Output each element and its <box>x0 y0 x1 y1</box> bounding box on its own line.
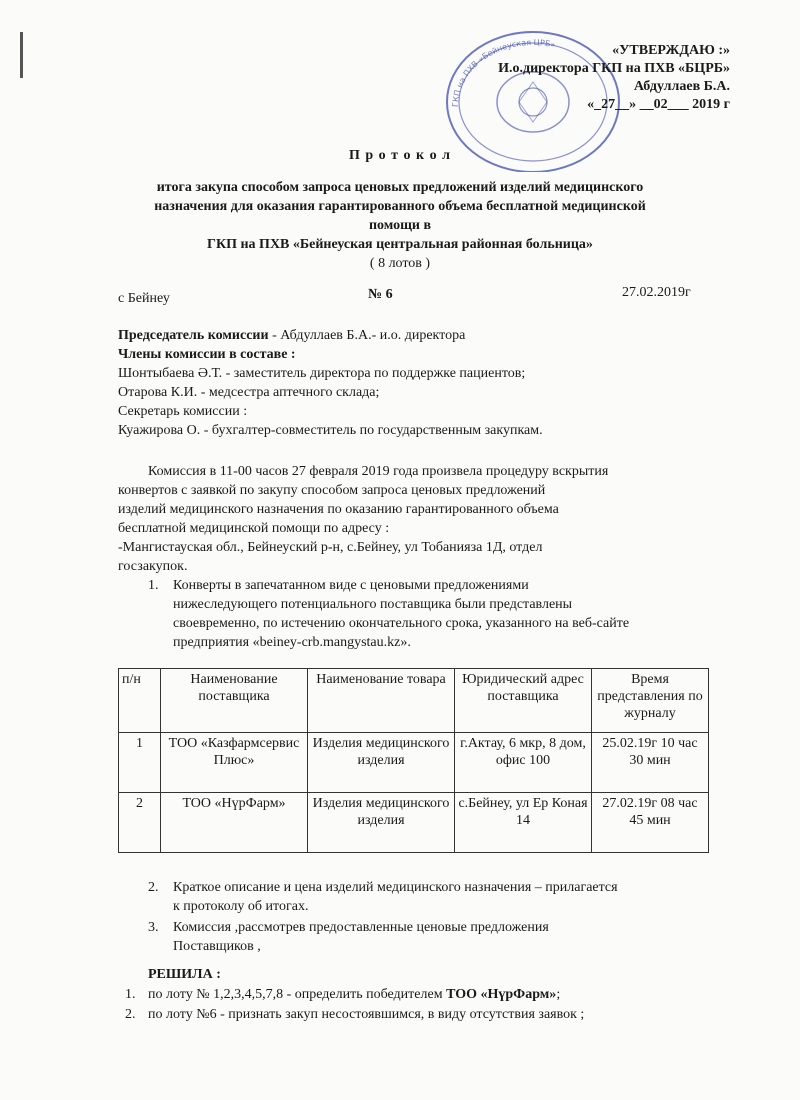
stamp-text: ГКП на ПХВ «Бейнеуская ЦРБ» <box>450 37 557 108</box>
item-3-number: 3. <box>148 920 159 935</box>
intro-line-5: -Мангистауская обл., Бейнеуский р-н, с.Бейнеу, ул Тобанияза 1Д, отдел <box>118 540 543 555</box>
commission-block <box>118 326 758 440</box>
intro-paragraph <box>118 462 740 576</box>
protocol-number: № 6 <box>368 287 393 302</box>
intro-line-6: госзакупок. <box>118 559 188 574</box>
decision-label: РЕШИЛА : <box>148 967 221 982</box>
item-3-line-1: Комиссия ,рассмотрев предоставленные ценовые предложения <box>173 920 549 935</box>
approval-block <box>498 42 730 114</box>
col-header-supplier: Наименование поставщика <box>161 669 308 733</box>
col-header-time: Время представления по журналу <box>592 669 709 733</box>
subtitle-line-5: ( 8 лотов ) <box>369 256 431 271</box>
subtitle-line-1: итога закупа способом запроса ценовых предложений изделий медицинского <box>156 180 644 195</box>
chair-value: - Абдуллаев Б.А.- и.о. директора <box>268 328 466 343</box>
item-1-number: 1. <box>148 578 159 593</box>
item-1-line-4: предприятия «beiney-crb.mangystau.kz». <box>173 635 411 650</box>
decision-1-end: ; <box>556 987 561 1002</box>
table-row <box>119 793 709 853</box>
members-label: Члены комиссии в составе : <box>118 347 296 362</box>
cell-num: 2 <box>119 793 161 853</box>
decision-item-2 <box>148 1005 748 1024</box>
document-title: П р о т о к о л <box>349 148 451 163</box>
approval-line-4: «_27__» __02___ 2019 г <box>587 97 730 112</box>
col-header-goods: Наименование товара <box>308 669 455 733</box>
cell-address: с.Бейнеу, ул Ер Коная 14 <box>455 793 592 853</box>
scan-edge-mark <box>20 32 23 78</box>
protocol-date: 27.02.2019г <box>622 285 691 300</box>
col-header-num: п/н <box>119 669 161 733</box>
decision-1-winner: ТОО «НүрФарм» <box>446 987 557 1002</box>
member-1: Шонтыбаева Ә.Т. - заместитель директора по поддержке пациентов; <box>118 366 526 381</box>
item-3-line-2: Поставщиков , <box>173 939 261 954</box>
cell-address: г.Актау, 6 мкр, 8 дом, офис 100 <box>455 733 592 793</box>
intro-line-4: бесплатной медицинской помощи по адресу : <box>118 521 390 536</box>
item-2-line-2: к протоколу об итогах. <box>173 899 309 914</box>
subtitle-line-4: ГКП на ПХВ «Бейнеуская центральная районная больница» <box>207 237 593 252</box>
table-header-row <box>119 669 709 733</box>
suppliers-table <box>118 668 709 853</box>
item-3-text <box>173 918 741 956</box>
cell-supplier: ТОО «НүрФарм» <box>161 793 308 853</box>
cell-time: 25.02.19г 10 час 30 мин <box>592 733 709 793</box>
place: с Бейнеу <box>118 291 170 306</box>
intro-line-2: конвертов с заявкой по закупу способом запроса ценовых предложений <box>118 483 546 498</box>
secretary-label: Секретарь комиссии : <box>118 404 248 419</box>
table-row <box>119 733 709 793</box>
cell-goods: Изделия медицинского изделия <box>308 733 455 793</box>
decision-2-number: 2. <box>125 1007 136 1022</box>
approval-line-3: Абдуллаев Б.А. <box>633 79 730 94</box>
subtitle-line-3: помощи в <box>368 218 432 233</box>
intro-line-1: Комиссия в 11-00 часов 27 февраля 2019 года произвела процедуру вскрытия <box>148 464 609 479</box>
item-1-line-2: нижеследующего потенциального поставщика были представлены <box>173 597 573 612</box>
approval-line-2: И.о.директора ГКП на ПХВ «БЦРБ» <box>498 61 730 76</box>
cell-num: 1 <box>119 733 161 793</box>
cell-time: 27.02.19г 08 час 45 мин <box>592 793 709 853</box>
cell-goods: Изделия медицинского изделия <box>308 793 455 853</box>
item-1-line-1: Конверты в запечатанном виде с ценовыми предложениями <box>173 578 529 593</box>
member-2: Отарова К.И. - медсестра аптечного склада; <box>118 385 380 400</box>
item-2-line-1: Краткое описание и цена изделий медицинского назначения – прилагается <box>173 880 618 895</box>
decision-1-text: по лоту № 1,2,3,4,5,7,8 - определить победителем <box>148 987 447 1002</box>
approval-line-1: «УТВЕРЖДАЮ :» <box>612 43 730 58</box>
item-2-text <box>173 878 741 916</box>
decision-item-1 <box>148 985 748 1004</box>
secretary: Куажирова О. - бухгалтер-совместитель по государственным закупкам. <box>118 423 543 438</box>
decision-2-text: по лоту №6 - признать закуп несостоявшимся, в виду отсутствия заявок ; <box>148 1007 585 1022</box>
col-header-address: Юридический адрес поставщика <box>455 669 592 733</box>
cell-supplier: ТОО «Казфармсервис Плюс» <box>161 733 308 793</box>
decision-1-number: 1. <box>125 987 136 1002</box>
chair-label: Председатель комиссии <box>118 328 269 343</box>
subtitle-line-2: назначения для оказания гарантированного объема бесплатной медицинской <box>154 199 646 214</box>
subtitle <box>100 178 700 273</box>
item-1-text <box>173 576 741 652</box>
intro-line-3: изделий медицинского назначения по оказанию гарантированного объема <box>118 502 559 517</box>
item-1-line-3: своевременно, по истечению окончательного срока, указанного на веб-сайте <box>173 616 630 631</box>
item-2-number: 2. <box>148 880 159 895</box>
